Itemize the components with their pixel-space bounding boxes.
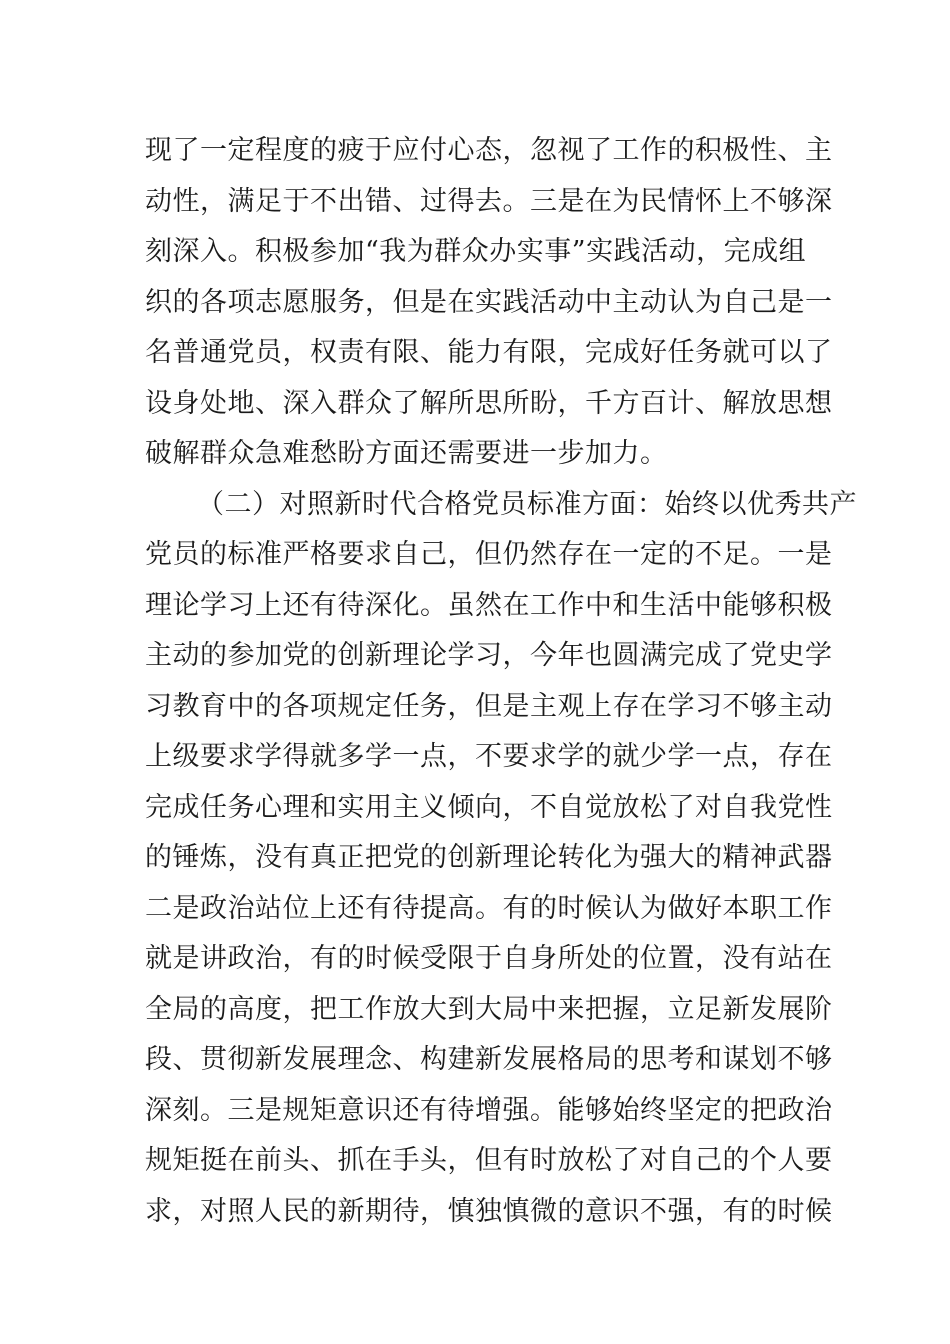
- text-line: 刻深入。积极参加“我为群众办实事”实践活动，完成组: [145, 236, 807, 267]
- text-line: 理论学习上还有待深化。虽然在工作中和生活中能够积极: [145, 589, 833, 621]
- text-line: 深刻。三是规矩意识还有待增强。能够始终坚定的把政治: [145, 1094, 833, 1126]
- text-line: 织的各项志愿服务，但是在实践活动中主动认为自己是一: [145, 286, 833, 318]
- text-line: 就是讲政治，有的时候受限于自身所处的位置，没有站在: [145, 943, 833, 974]
- text-line: 动性，满足于不出错、过得去。三是在为民情怀上不够深: [145, 185, 833, 217]
- text-line: 上级要求学得就多学一点，不要求学的就少学一点，存在: [145, 741, 833, 772]
- text-line: 现了一定程度的疲于应付心态，忽视了工作的积极性、主: [145, 135, 833, 166]
- text-line: 的锤炼，没有真正把党的创新理论转化为强大的精神武器: [145, 842, 833, 873]
- body-text: [145, 126, 857, 1237]
- text-line: 主动的参加党的创新理论学习，今年也圆满完成了党史学: [145, 640, 833, 671]
- text-line: 完成任务心理和实用主义倾向，不自觉放松了对自我党性: [145, 791, 833, 823]
- text-line: 段、贯彻新发展理念、构建新发展格局的思考和谋划不够: [145, 1044, 833, 1075]
- text-line: 习教育中的各项规定任务，但是主观上存在学习不够主动: [145, 690, 833, 722]
- text-line: 党员的标准严格要求自己，但仍然存在一定的不足。一是: [145, 539, 833, 570]
- section-heading-line: （二）对照新时代合格党员标准方面：始终以优秀共产: [197, 488, 857, 520]
- text-line: 破解群众急难愁盼方面还需要进一步加力。: [145, 438, 668, 469]
- text-line: 求，对照人民的新期待，慎独慎微的意识不强，有的时候: [145, 1195, 833, 1227]
- text-line: 全局的高度，把工作放大到大局中来把握，立足新发展阶: [145, 993, 833, 1025]
- text-line: 规矩挺在前头、抓在手头，但有时放松了对自己的个人要: [145, 1145, 833, 1176]
- text-line: 名普通党员，权责有限、能力有限，完成好任务就可以了: [145, 337, 833, 368]
- text-line: 二是政治站位上还有待提高。有的时候认为做好本职工作: [145, 892, 833, 924]
- text-line: 设身处地、深入群众了解所思所盼，千方百计、解放思想: [145, 387, 833, 419]
